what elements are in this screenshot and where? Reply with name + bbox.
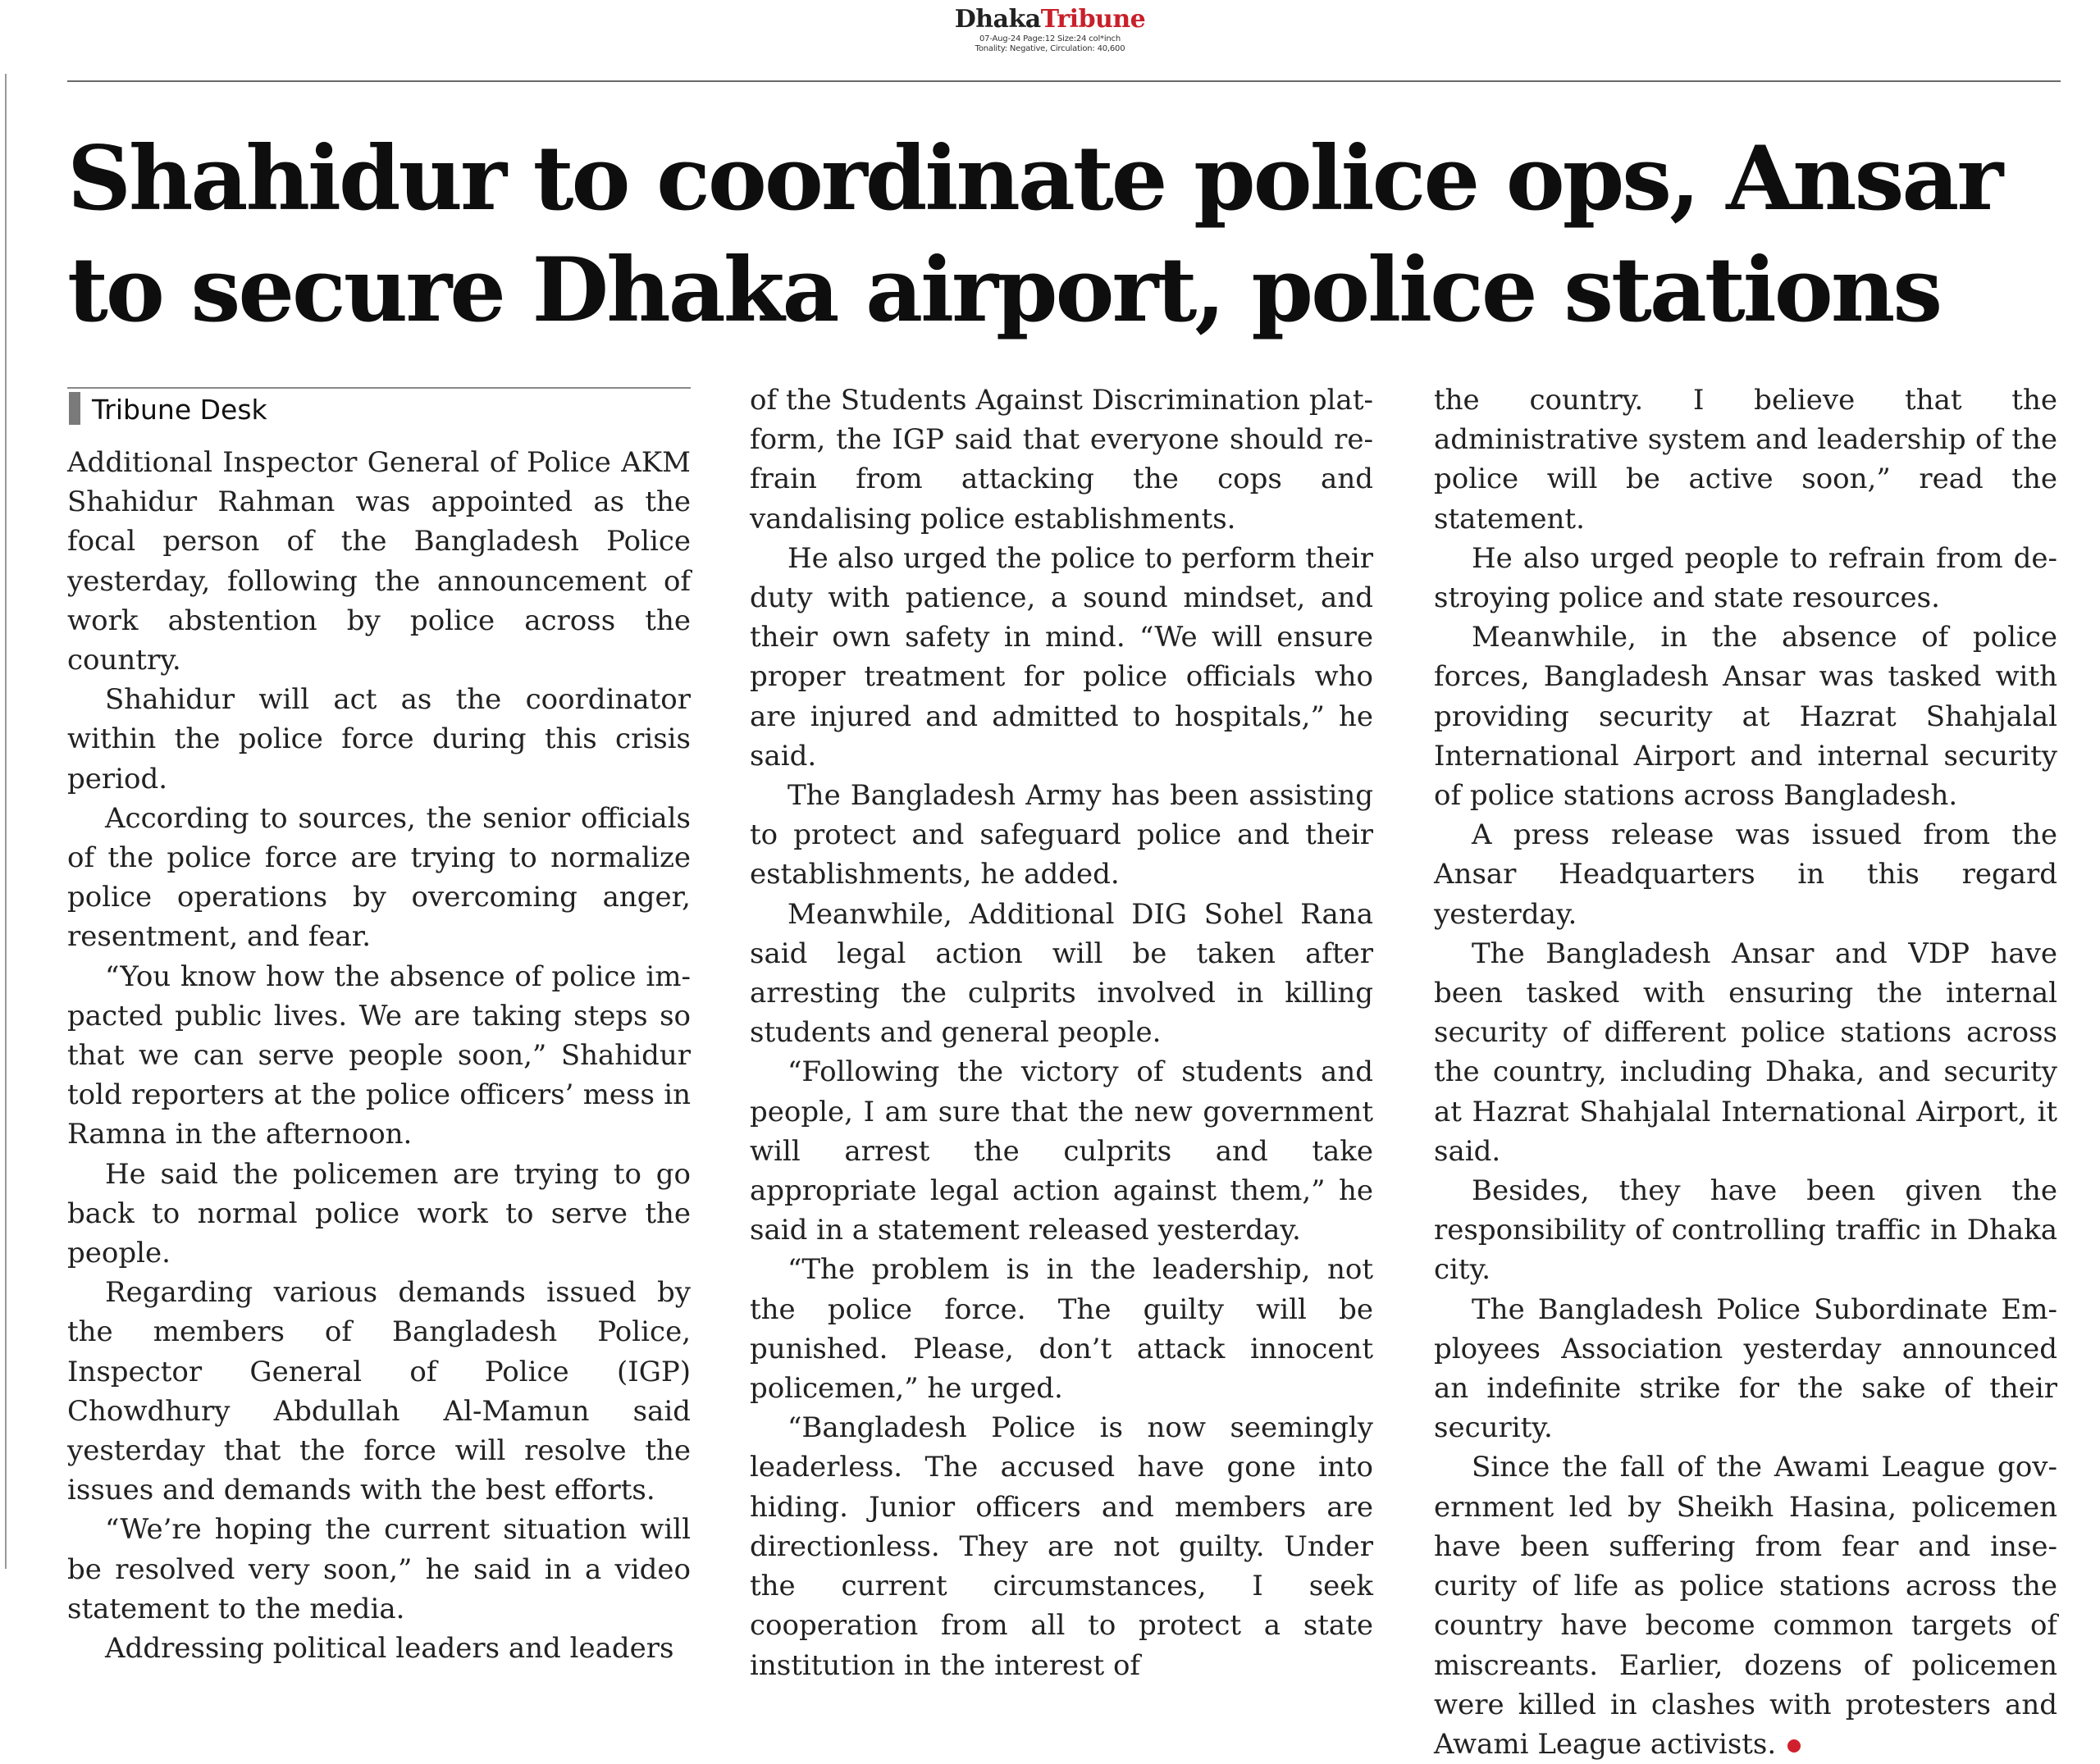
masthead-divider — [67, 80, 2061, 82]
paragraph: He also urged the police to perform their duty with patience, a sound mindset, and their own safety in mind. “We will ensure proper treatment for police officials who are injured and admitted to hospitals,” he said. — [750, 541, 1373, 773]
paragraph: Shahidur will act as the coordinator within the police force during this crisis period. — [67, 683, 691, 795]
paragraph: The Bangladesh Army has been assisting to protect and safeguard police and their establishments, he added. — [750, 779, 1373, 891]
paragraph: The Bangladesh Police Subordinate Employees Association yesterday announced an indefinite strike for the sake of their security. — [1434, 1292, 2057, 1445]
paragraph: of the Students Against Discrimination platform, the IGP said that everyone should refrain from attacking the cops and vandalising police establishments. — [750, 384, 1373, 536]
paragraph-final — [1434, 1447, 2057, 1764]
paragraph: “We’re hoping the current situation will be resolved very soon,” he said in a video statement to the media. — [67, 1513, 691, 1625]
paragraph: “The problem is in the leadership, not the police force. The guilty will be punished. Please, don’t attack innocent policemen,” he urged. — [750, 1253, 1373, 1406]
paragraph: Addressing political leaders and leaders — [105, 1632, 674, 1666]
paragraph: He also urged people to refrain from destroying police and state resources. — [1434, 541, 2057, 615]
paragraph: A press release was issued from the Ansar Headquarters in this regard yesterday. — [1434, 818, 2057, 931]
paragraph: Meanwhile, Additional DIG Sohel Rana said legal action will be taken after arresting the culprits involved in killing students and general people. — [750, 897, 1373, 1050]
byline-text: Tribune Desk — [92, 394, 267, 426]
final-paragraph-text: Since the fall of the Awami League government led by Sheikh Hasina, policemen have been suffering from fear and insecurity of life as police stations across the country have become common targets of miscreants. Earlier, dozens of policemen were killed in clashes with protesters and Awami League activists. — [1434, 1451, 2057, 1761]
clipping-meta-line1: 07-Aug-24 Page:12 Size:24 col*inch — [979, 34, 1121, 43]
logo-dhaka: Dhaka — [954, 5, 1041, 34]
byline-bar — [69, 392, 80, 425]
article-headline — [67, 123, 2069, 346]
paragraph: Additional Inspector General of Police AKM Shahidur Rahman was appointed as the focal person of the Bangladesh Police yesterday, following the announcement of work abstention by police across the country. — [67, 446, 691, 677]
paragraph: Besides, they have been given the responsibility of controlling traffic in Dhaka city. — [1434, 1174, 2057, 1287]
paragraph: “You know how the absence of police impacted public lives. We are taking steps so that we can serve people soon,” Shahidur told reporters at the police officers’ mess in Ramna in the afternoon. — [67, 959, 691, 1151]
paragraph: Meanwhile, in the absence of police forces, Bangladesh Ansar was tasked with providing security at Hazrat Shahjalal International Airport and internal security of police stations across Bangladesh. — [1434, 621, 2057, 813]
article-column-2 — [750, 381, 1373, 1685]
paragraph: According to sources, the senior officials of the police force are trying to normalize police operations by overcoming anger, resentment, and fear. — [67, 801, 691, 954]
clipping-meta-line2: Tonality: Negative, Circulation: 40,600 — [975, 44, 1125, 53]
logo-tribune: Tribune — [1040, 5, 1146, 34]
paragraph: He said the policemen are trying to go back to normal police work to serve the people. — [67, 1157, 691, 1270]
paragraph: the country. I believe that the administrative system and leadership of the police will be active soon,” read the statement. — [1434, 384, 2057, 536]
headline-line-2: to secure Dhaka airport, police stations — [67, 239, 1941, 342]
end-of-article-dot-icon — [1787, 1739, 1801, 1753]
paragraph: “Following the victory of students and people, I am sure that the new government will arrest the culprits and take appropriate legal action against them,” he said in a statement released yesterday. — [750, 1055, 1373, 1247]
masthead — [0, 0, 2100, 54]
paragraph: “Bangladesh Police is now seemingly leaderless. The accused have gone into hiding. Junior officers and members are directionless. They are not guilty. Under the current circumstances, I seek cooperation from all to protect a state institution in the interest of — [750, 1411, 1373, 1682]
publication-logo — [0, 5, 2100, 34]
page-left-edge — [5, 74, 7, 1569]
article-column-3 — [1434, 381, 2057, 1764]
headline-line-1: Shahidur to coordinate police ops, Ansar — [67, 127, 2002, 230]
clipping-meta — [0, 34, 2100, 54]
paragraph: Regarding various demands issued by the members of Bangladesh Police, Inspector General of Police (IGP) Chowdhury Abdullah Al-Mamun said yesterday that the force will resolve the issues and demands with the best efforts. — [67, 1276, 691, 1507]
paragraph: The Bangladesh Ansar and VDP have been tasked with ensuring the internal security of different police stations across the country, including Dhaka, and security at Hazrat Shahjalal International Airport, it said. — [1434, 937, 2057, 1168]
article-column-1 — [67, 381, 691, 1668]
byline — [67, 389, 691, 431]
